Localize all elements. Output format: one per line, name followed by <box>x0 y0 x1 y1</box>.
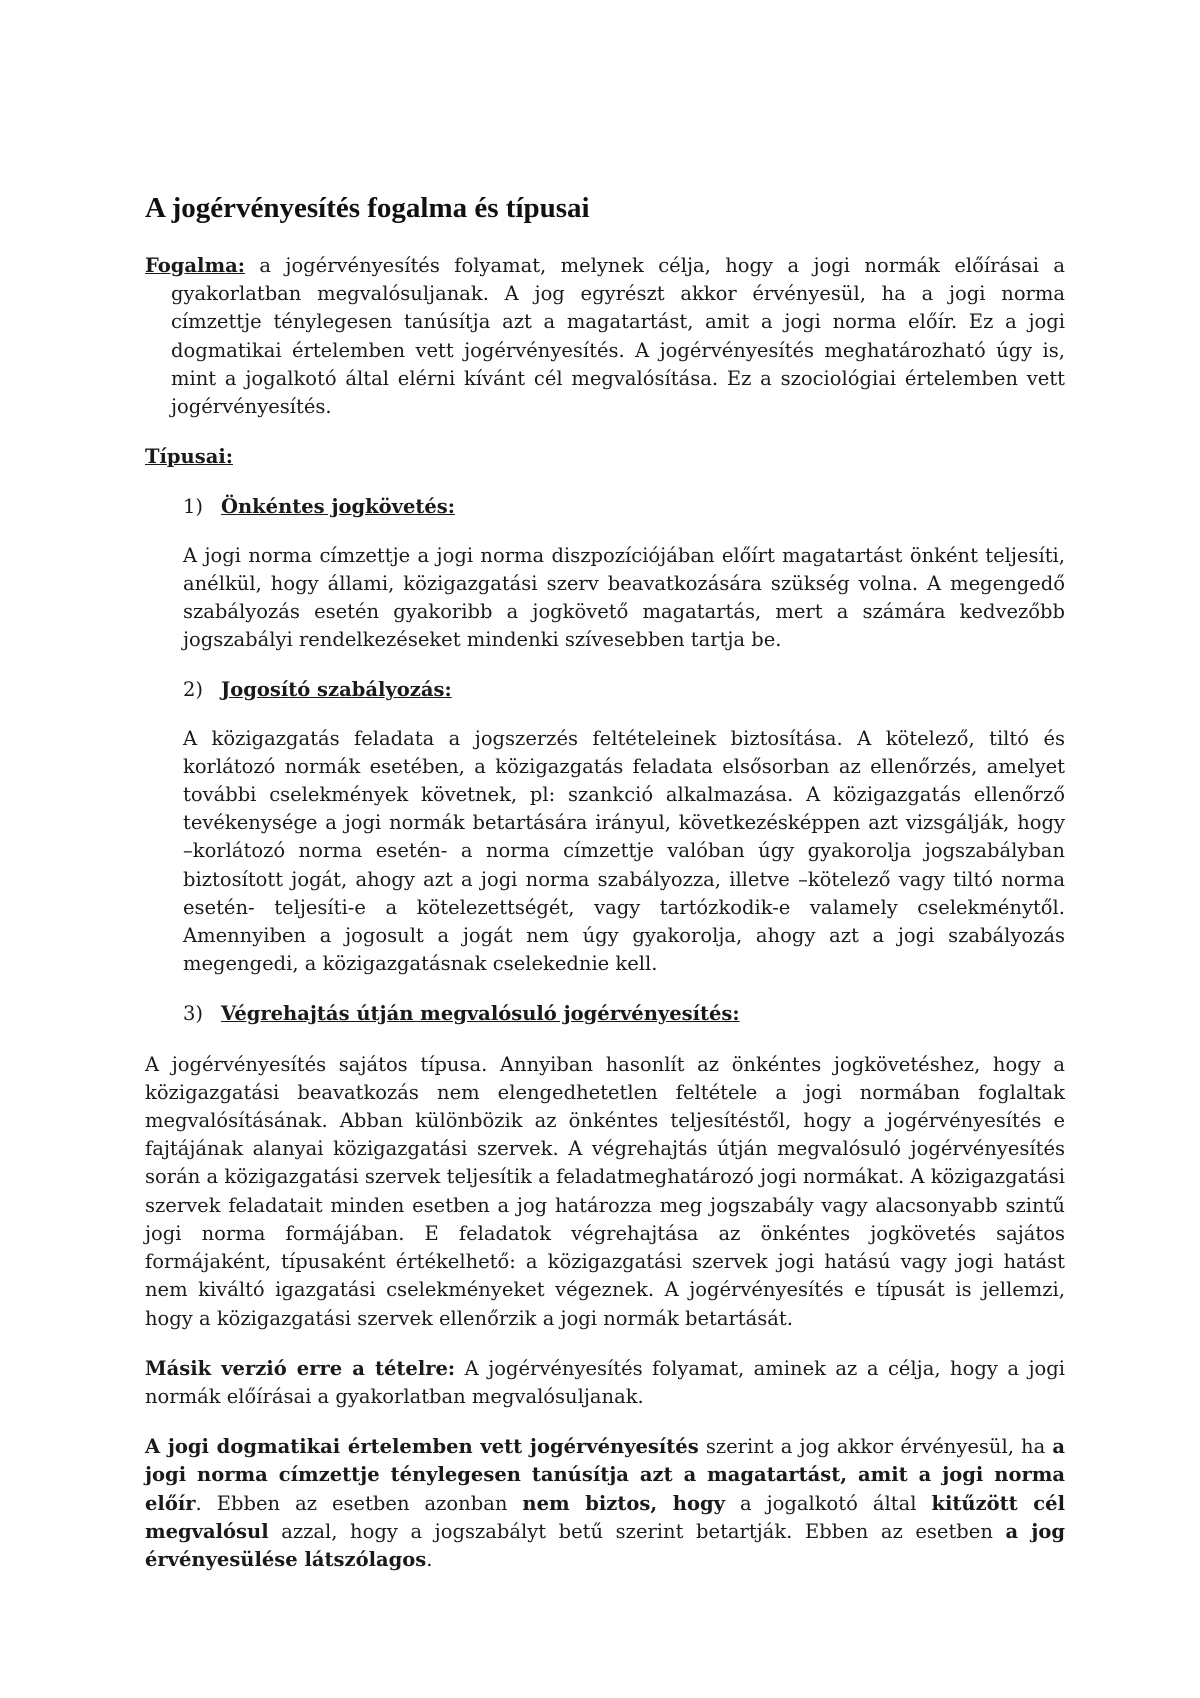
dogmatikai-bold-2: a jogi norma címzettje ténylegesen tanúsítja azt a magatartást, amit a jogi norma előír <box>145 1435 1065 1515</box>
dogmatikai-bold-1: A jogi dogmatikai értelemben vett jogérvényesítés <box>145 1435 699 1459</box>
item-1-title: Önkéntes jogkövetés: <box>221 495 455 519</box>
item-3-number: 3) <box>183 1002 204 1026</box>
dogmatikai-text-5: . <box>426 1547 433 1571</box>
dogmatikai-text-1: szerint a jog akkor érvényesül, ha <box>698 1435 1053 1459</box>
item-1-text: A jogi norma címzettje a jogi norma diszpozíciójában előírt magatartást önként teljesíti, anélkül, hogy állami, közigazgatási szerv beavatkozására szükség volna. A megengedő szabályozás esetén gyakoribb a jogkövető magatartás, mert a számára kedvezőbb jogszabályi rendelkezéseket mindenki szívesebben tartja be. <box>183 543 1065 652</box>
item-3-title: Végrehajtás útján megvalósuló jogérvényesítés: <box>221 1002 740 1026</box>
dogmatikai-paragraph <box>145 1433 1065 1574</box>
item-3-text: A jogérvényesítés sajátos típusa. Annyiban hasonlít az önkéntes jogkövetéshez, hogy a közigazgatási beavatkozás nem elengedhetetlen feltétele a jogi normában foglaltak megvalósításának. Abban különbözik az önkéntes teljesítéstől, hogy a jogérvényesítés e fajtájának alanyai közigazgatási szervek. A végrehajtás útján megvalósuló jogérvényesítés során a közigazgatási szervek teljesítik a feladatmeghatározó jogi normákat. A közigazgatási szervek feladatait minden esetben a jog határozza meg jogszabály vagy alacsonyabb szintű jogi norma formájában. E feladatok végrehajtása az önkéntes jogkövetés sajátos formájaként, típusaként értékelhető: a közigazgatási szervek jogi hatású vagy jogi hatást nem kiváltó igazgatási cselekményeket végeznek. A jogérvényesítés e típusát is jellemzi, hogy a közigazgatási szervek ellenőrzik a jogi normák betartását. <box>145 1052 1065 1330</box>
item-2-text: A közigazgatás feladata a jogszerzés feltételeinek biztosítása. A kötelező, tiltó és korlátozó normák esetében, a közigazgatás feladata elsősorban az ellenőrzés, amelyet további cselekmények követnek, pl: szankció alkalmazása. A közigazgatás ellenőrző tevékenysége a jogi normák betartására irányul, következésképpen azt vizsgálják, hogy –korlátozó norma esetén- a norma címzettje valóban úgy gyakorolja jogszabályban biztosított jogát, ahogy azt a jogi norma szabályozza, illetve –kötelező vagy tiltó norma esetén- teljesíti-e a kötelezettségét, vagy tartózkodik-e valamely cselekménytől. Amennyiben a jogosult a jogát nem úgy gyakorolja, ahogy azt a jogi szabályozás megengedi, a közigazgatásnak cselekednie kell. <box>183 726 1065 976</box>
item-2-heading <box>183 676 1065 704</box>
dogmatikai-text-3: a jogalkotó által <box>724 1491 932 1515</box>
dogmatikai-text-4: azzal, hogy a jogszabályt betű szerint betartják. Ebben az esetben <box>268 1519 1006 1543</box>
item-2-number: 2) <box>183 678 204 702</box>
dogmatikai-bold-5: a jog érvényesülése látszólagos <box>145 1519 1066 1571</box>
document-body <box>145 190 1065 1574</box>
item-1-number: 1) <box>183 495 204 519</box>
dogmatikai-text-2: . Ebben az esetben azonban <box>195 1491 523 1515</box>
dogmatikai-bold-4: kitűzött cél megvalósul <box>145 1491 1065 1543</box>
item-1-heading <box>183 493 1065 521</box>
masik-verzio-text: A jogérvényesítés folyamat, aminek az a célja, hogy a jogi normák előírásai a gyakorlatban megvalósuljanak. <box>145 1356 1065 1408</box>
masik-verzio-label: Másik verzió erre a tételre: <box>145 1356 456 1380</box>
masik-verzio-paragraph <box>145 1355 1065 1411</box>
fogalma-label: Fogalma: <box>145 254 245 277</box>
tipusai-heading: Típusai: <box>145 445 233 469</box>
fogalma-text: a jogérvényesítés folyamat, melynek célja, hogy a jogi normák előírásai a gyakorlatban megvalósuljanak. A jog egyrészt akkor érvényesül, ha a jogi norma címzettje ténylegesen tanúsítja azt a magatartást, amit a jogi norma előír. Ez a jogi dogmatikai értelemben vett jogérvényesítés. A jogérvényesítés meghatározható úgy is, mint a jogalkotó által elérni kívánt cél megvalósítása. Ez a szociológiai értelemben vett jogérvényesítés. <box>171 254 1065 419</box>
item-2-title: Jogosító szabályozás: <box>221 678 452 702</box>
fogalma-paragraph <box>145 252 1065 421</box>
item-3-heading <box>183 1000 1065 1028</box>
dogmatikai-bold-3: nem biztos, hogy <box>522 1491 725 1515</box>
page-title: A jogérvényesítés fogalma és típusai <box>145 192 590 224</box>
